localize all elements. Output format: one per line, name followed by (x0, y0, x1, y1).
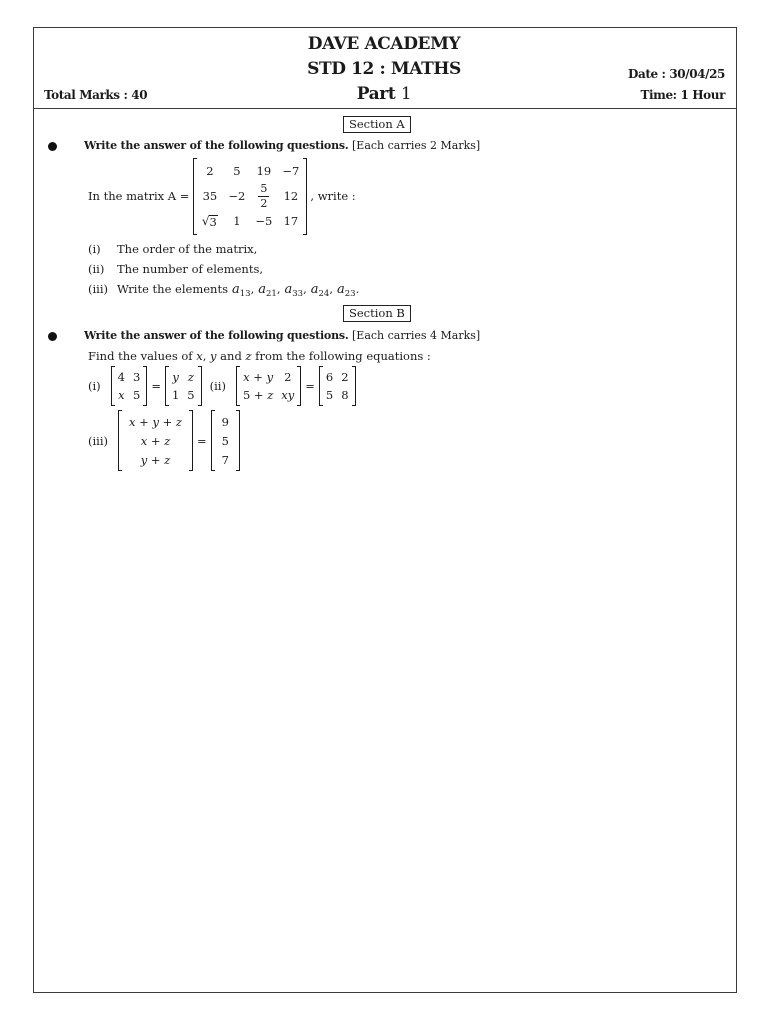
matrix-question (88, 157, 356, 235)
prompt-text: from the following equations : (251, 349, 431, 363)
left-bracket (193, 158, 197, 235)
part-label: Part (356, 84, 396, 104)
question-item (88, 261, 263, 277)
matrix-entry: 5 (132, 388, 141, 402)
exam-time: Time: 1 Hour (640, 88, 725, 102)
element-base: a (258, 282, 266, 297)
rhs-matrix (165, 366, 202, 406)
matrix-row (322, 386, 353, 404)
right-bracket (198, 366, 202, 406)
fraction (258, 183, 269, 210)
question-number: (ii) (88, 262, 105, 276)
equation-row (88, 410, 240, 471)
left-bracket (111, 366, 115, 406)
matrix-entry: x + y (243, 370, 274, 384)
school-name: DAVE ACADEMY (307, 34, 461, 54)
equation-iii (88, 410, 240, 471)
rhs-matrix-entries (214, 412, 237, 469)
matrix-entry: 2 (284, 370, 292, 384)
matrix-entry: 1 (233, 214, 241, 228)
equation-i (88, 366, 202, 406)
question-number: (iii) (88, 282, 109, 296)
math-variable: y (172, 370, 179, 384)
fraction-numerator: 5 (260, 181, 268, 195)
lhs-matrix-entries (114, 368, 145, 404)
math-variable: z (175, 414, 182, 429)
prompt-text: and (216, 349, 246, 363)
element-subscript: 33 (292, 289, 304, 299)
matrix-entry: 9 (221, 414, 229, 429)
equation-number: (i) (88, 379, 101, 393)
equals-sign: = (305, 379, 315, 393)
matrix-prefix: In the matrix A = (88, 189, 190, 203)
bullet-icon (48, 142, 57, 151)
question-item (88, 241, 257, 257)
left-bracket (165, 366, 169, 406)
left-bracket (211, 410, 215, 471)
matrix-entry: 2 (341, 370, 349, 384)
matrix-row (114, 386, 145, 404)
marks-note: [Each carries 4 Marks] (352, 329, 481, 342)
matrix-entry (196, 210, 223, 233)
matrix-entry (250, 183, 277, 210)
lhs-matrix-entries (121, 412, 190, 469)
matrix-entry: 4 (117, 370, 125, 384)
matrix-entry: 35 (202, 189, 218, 203)
radical-sign-icon: √ (201, 213, 210, 228)
matrix-entry (114, 386, 129, 404)
matrix-row (322, 368, 353, 386)
section-a-instruction (84, 138, 480, 154)
equation-ii (210, 366, 356, 406)
matrix-entry: x + y + z (129, 414, 182, 429)
elements-list (228, 282, 360, 299)
math-variable: z (267, 388, 274, 402)
matrix-row (196, 183, 304, 210)
lhs-matrix (236, 366, 301, 406)
matrix-entry: 5 (187, 388, 195, 402)
element-subscript: 23 (344, 289, 356, 299)
question-item (88, 281, 359, 302)
math-variable: x (118, 388, 125, 402)
question-text: Write the elements (117, 282, 228, 296)
matrix-row (168, 386, 199, 404)
matrix-suffix: , write : (310, 189, 356, 203)
section-b-instruction (84, 328, 480, 344)
matrix-element-symbol (284, 282, 307, 299)
equation-number: (ii) (209, 379, 226, 393)
element-base: a (284, 282, 293, 297)
matrix-row (214, 431, 237, 450)
matrix-row (196, 210, 304, 233)
matrix-element-symbol (258, 282, 281, 299)
matrix-a-grid-body (196, 160, 304, 233)
math-variable: y (152, 414, 159, 429)
prompt-text: Find the values of (88, 349, 197, 363)
equations-prompt (88, 348, 431, 364)
lhs-matrix-entries (239, 368, 298, 404)
matrix-entry (277, 386, 298, 404)
math-variable: x (196, 349, 203, 363)
matrix-entry: 5 (221, 433, 229, 448)
matrix-entry: 5 (233, 164, 241, 178)
matrix-entry: 1 (171, 388, 180, 402)
math-variable: x (129, 414, 136, 429)
matrix-entry: 8 (341, 388, 349, 402)
matrix-row (168, 368, 199, 386)
prompt-text: , (202, 349, 211, 363)
matrix-entry: 17 (283, 214, 299, 228)
matrix-row (121, 450, 190, 469)
matrix-entry: −5 (255, 214, 273, 228)
rhs-matrix-entries (322, 368, 353, 404)
math-variable: z (187, 370, 194, 384)
square-root (202, 214, 218, 229)
matrix-entry: 3 (132, 370, 141, 384)
equals-sign: = (151, 379, 161, 393)
matrix-entry (168, 368, 183, 386)
lhs-matrix-body (114, 368, 145, 404)
marks-note: [Each carries 2 Marks] (352, 139, 481, 152)
element-subscript: 21 (266, 289, 277, 299)
matrix-row (121, 412, 190, 431)
matrix-a-grid (193, 158, 307, 235)
class-subject: STD 12 : MATHS (307, 59, 461, 79)
matrix-element-symbol (310, 282, 333, 299)
matrix-entry: 7 (221, 452, 229, 467)
math-variable: x (140, 433, 148, 448)
matrix-entry: −2 (228, 189, 246, 203)
matrix-row (114, 368, 145, 386)
math-variable: z (164, 452, 171, 467)
matrix-row (214, 412, 237, 431)
element-punctuation: , (276, 282, 281, 296)
matrix-row (239, 386, 298, 404)
element-punctuation: , (250, 282, 255, 296)
matrix-entry: 2 (206, 164, 214, 178)
matrix-row (239, 368, 298, 386)
instruction-text: Write the answer of the following questions. (84, 139, 349, 152)
element-base: a (231, 282, 240, 297)
rhs-matrix (319, 366, 356, 406)
exam-date: Date : 30/04/25 (627, 67, 725, 81)
rhs-matrix-body (168, 368, 199, 404)
question-text: The number of elements, (117, 262, 263, 276)
right-bracket (189, 410, 193, 471)
left-bracket (319, 366, 323, 406)
right-bracket (297, 366, 301, 406)
matrix-row (121, 431, 190, 450)
element-base: a (336, 282, 345, 297)
lhs-matrix (111, 366, 148, 406)
left-bracket (118, 410, 122, 471)
total-marks: Total Marks : 40 (44, 88, 148, 102)
lhs-matrix (118, 410, 193, 471)
math-variable: x (243, 370, 250, 384)
rhs-matrix-body (322, 368, 353, 404)
matrix-entry: y + z (140, 452, 171, 467)
question-text: The order of the matrix, (117, 242, 258, 256)
element-punctuation: . (355, 282, 360, 296)
matrix-row (214, 450, 237, 469)
bullet-icon (48, 332, 57, 341)
right-bracket (236, 410, 240, 471)
matrix-entry: 5 + z (242, 388, 274, 402)
math-variable: y (140, 452, 148, 467)
lhs-matrix-body (239, 368, 298, 404)
radicand: 3 (209, 214, 217, 229)
math-variable: z (245, 349, 252, 363)
left-bracket (236, 366, 240, 406)
matrix-entry: 19 (256, 164, 272, 178)
matrix-row (196, 160, 304, 183)
element-base: a (310, 282, 319, 297)
equation-number: (iii) (88, 433, 109, 448)
math-variable: xy (281, 388, 295, 402)
matrix-entry: 5 (325, 388, 334, 402)
right-bracket (303, 158, 307, 235)
fraction-denominator: 2 (260, 196, 268, 210)
matrix-entry: 12 (283, 189, 299, 203)
rhs-matrix (211, 410, 240, 471)
matrix-entry: x + z (140, 433, 171, 448)
right-bracket (143, 366, 147, 406)
matrix-entry: 6 (325, 370, 334, 384)
question-number: (i) (88, 242, 101, 256)
matrix-element-symbol (231, 282, 255, 299)
element-punctuation: , (329, 282, 333, 296)
matrix-entry: −7 (282, 164, 300, 178)
section-a-title: Section A (343, 116, 411, 133)
header-divider (33, 108, 737, 109)
math-variable: z (164, 433, 171, 448)
part-number: 1 (400, 84, 412, 104)
instruction-text: Write the answer of the following questions. (84, 329, 349, 342)
math-variable: y (210, 349, 217, 363)
equation-row (88, 366, 356, 406)
section-b-title: Section B (343, 305, 411, 322)
matrix-element-symbol (336, 282, 360, 299)
right-bracket (352, 366, 356, 406)
math-variable: y (266, 370, 274, 384)
rhs-matrix-body (214, 412, 237, 469)
lhs-matrix-body (121, 412, 190, 469)
element-subscript: 24 (318, 289, 330, 299)
matrix-entry (183, 368, 198, 386)
equals-sign: = (196, 433, 207, 448)
element-subscript: 13 (239, 289, 251, 299)
rhs-matrix-entries (168, 368, 199, 404)
element-punctuation: , (303, 282, 307, 296)
matrix-a (193, 158, 307, 235)
matrix-a-grid-entries (196, 160, 304, 233)
